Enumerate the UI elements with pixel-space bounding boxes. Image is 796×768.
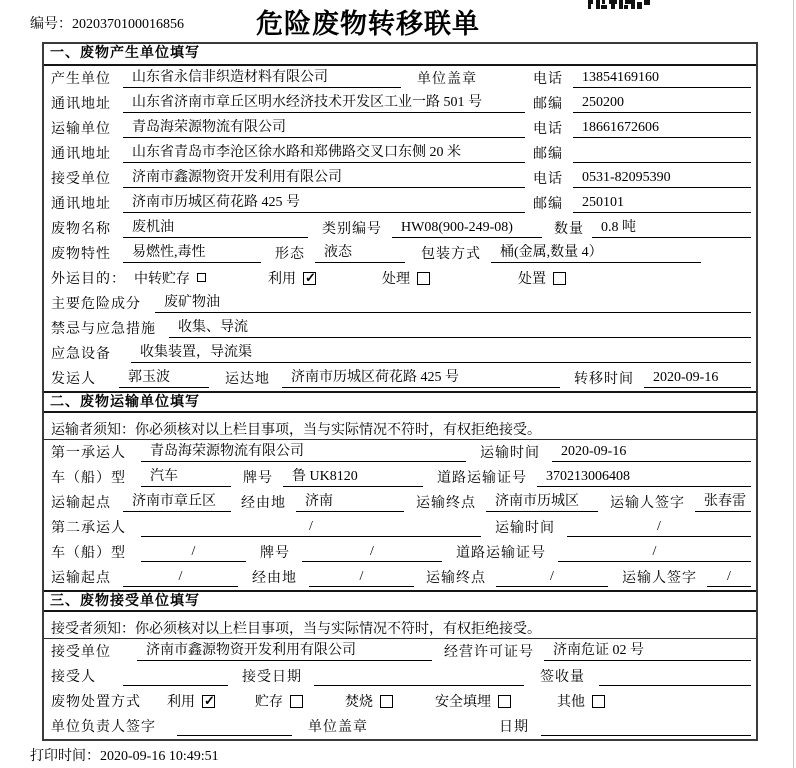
qr-code-fragment [588,0,650,9]
producer-address-value: 山东省济南市章丘区明水经济技术开发区工业一路 501 号 [123,94,525,113]
vehicle-type-label: 车（船）型 [51,471,126,486]
form-value: 液态 [315,244,405,263]
producer-value: 山东省永信非织造材料有限公司 [123,69,401,88]
second-carrier-label: 第二承运人 [51,521,126,536]
disposal-option-store: 贮存 [255,691,303,711]
transporter-value: 青岛海荣源物流有限公司 [123,119,525,138]
vehicle-row-1 [44,465,756,490]
receiver-zip-value: 250101 [573,194,751,213]
purpose-option-treat: 处理 [382,268,430,288]
quantity-label: 数量 [554,222,584,237]
plate-label: 牌号 [260,546,290,561]
vehicle-type-label: 车（船）型 [51,546,126,561]
purpose-row [44,266,756,291]
second-carrier-time-value: / [567,518,751,537]
checkbox-unchecked-icon [592,695,605,708]
via-label: 经由地 [241,496,286,511]
transporter-address-row [44,141,756,166]
head-sign-label: 单位负责人签字 [51,720,156,735]
destination-value: 济南市历城区荷花路 425 号 [282,369,560,388]
transfer-time-value: 2020-09-16 [644,369,751,388]
checkbox-checked-icon [202,695,215,708]
transporter-row [44,116,756,141]
zip-label: 邮编 [533,197,563,212]
page-edge-line [793,0,794,768]
receiver-address-value: 济南市历城区荷花路 425 号 [123,194,525,213]
zip-label: 邮编 [533,147,563,162]
origin-label: 运输起点 [51,571,111,586]
zip-label: 邮编 [533,97,563,112]
address-label: 通讯地址 [51,147,111,162]
origin-label: 运输起点 [51,496,111,511]
disposal-option-utilize: 利用 ✓ [167,691,215,711]
transporter-notice: 运输者须知：你必须核对以上栏目事项，当与实际情况不符时，有权拒绝接受。 [51,423,541,438]
transporter-address-value: 山东省青岛市李沧区徐水路和郑佛路交叉口东侧 20 米 [123,144,525,163]
hazard-value: 废矿物油 [155,294,751,313]
taboo-measures-row [44,316,756,341]
plate-label: 牌号 [243,471,273,486]
checkbox-unchecked-icon [197,273,206,282]
producer-zip-value: 250200 [573,94,751,113]
producer-label: 产生单位 [51,72,111,87]
route-row-2 [44,565,756,590]
print-time-label: 打印时间： [30,749,100,764]
address-label: 通讯地址 [51,97,111,112]
equipment-label: 应急设备 [51,347,111,362]
first-carrier-time-value: 2020-09-16 [552,443,751,462]
first-carrier-label: 第一承运人 [51,446,126,461]
end-value-2: / [496,568,608,587]
receipt-qty-label: 签收量 [540,670,585,685]
properties-label: 废物特性 [51,247,111,262]
end-label: 运输终点 [416,496,476,511]
route-row-1 [44,490,756,515]
destination-label: 运达地 [225,372,270,387]
transport-time-label: 运输时间 [480,446,540,461]
taboo-value: 收集、导流 [169,319,751,338]
receiver-value: 济南市鑫源物资开发利用有限公司 [123,169,525,188]
serial-label: 编号： [30,17,72,32]
section-1-header: 一、废物产生单位填写 [44,44,756,66]
disposal-option-landfill: 安全填埋 [435,691,511,711]
vehicle-type-value: 汽车 [141,468,231,487]
carrier-sign-value: 张春雷 [695,493,751,512]
packing-label: 包装方式 [421,247,481,262]
second-carrier-row [44,515,756,540]
document-header [0,0,796,42]
accept-date-label: 接受日期 [242,670,302,685]
phone-label: 电话 [533,122,563,137]
properties-value: 易燃性,毒性 [123,244,261,263]
emergency-equipment-row [44,341,756,366]
end-label: 运输终点 [426,571,486,586]
acceptor-value [123,667,228,686]
carrier-sign-label: 运输人签字 [622,571,697,586]
transfer-manifest-form [42,42,758,741]
form-label: 形态 [275,247,305,262]
via-value: 济南 [296,493,404,512]
hazard-component-row [44,291,756,316]
serial-value: 2020370100016856 [72,17,184,32]
waste-name-value: 废机油 [123,219,308,238]
accept-unit-label: 接受单位 [51,645,111,660]
accept-unit-value: 济南市鑫源物资开发利用有限公司 [137,642,432,661]
consignor-row [44,366,756,391]
carrier-sign-value-2: / [707,568,751,587]
origin-value: 济南市章丘区 [123,493,231,512]
taboo-label: 禁忌与应急措施 [51,322,156,337]
phone-label: 电话 [533,172,563,187]
plate-value: 鲁 UK8120 [283,468,423,487]
via-value-2: / [309,568,414,587]
transport-time-label: 运输时间 [495,521,555,536]
unit-seal-label: 单位盖章 [417,72,477,87]
transporter-zip-value [573,144,751,163]
receiver-label: 接受单位 [51,172,111,187]
permit-value: 济南危证 02 号 [544,642,751,661]
waste-properties-row [44,241,756,266]
section-2-header: 二、废物运输单位填写 [44,391,756,413]
transporter-notice-row [44,413,756,440]
acceptor-label: 接受人 [51,670,96,685]
category-value: HW08(900-249-08) [392,219,542,238]
plate-value-2: / [302,543,442,562]
print-time-value: 2020-09-16 10:49:51 [100,749,219,764]
address-label: 通讯地址 [51,197,111,212]
second-carrier-value: / [141,518,481,537]
permit-label: 经营许可证号 [444,645,534,660]
checkbox-checked-icon [303,272,316,285]
road-permit-value-2: / [558,543,751,562]
phone-label: 电话 [533,72,563,87]
purpose-label: 外运目的： [51,272,126,287]
checkbox-unchecked-icon [498,695,511,708]
transfer-time-label: 转移时间 [574,372,634,387]
disposal-method-row [44,689,756,714]
end-value: 济南市历城区 [486,493,598,512]
receiver-address-row [44,191,756,216]
date-label: 日期 [499,720,529,735]
road-permit-value: 370213006408 [537,468,751,487]
page-title: 危险废物转移联单 [256,9,480,39]
transporter-label: 运输单位 [51,122,111,137]
producer-phone-value: 13854169160 [573,69,751,88]
via-label: 经由地 [252,571,297,586]
road-permit-label: 道路运输证号 [437,471,527,486]
head-sign-value [177,717,292,736]
receiver-phone-value: 0531-82095390 [573,169,751,188]
disposal-label: 废物处置方式 [51,695,141,710]
checkbox-unchecked-icon [417,272,430,285]
acceptor-row [44,664,756,689]
consignor-label: 发运人 [51,372,96,387]
receipt-qty-value [599,667,751,686]
purpose-option-utilize: 利用 ✓ [268,268,316,288]
transporter-phone-value: 18661672606 [573,119,751,138]
print-time [30,745,796,765]
producer-address-row [44,91,756,116]
head-signature-row [44,714,756,739]
purpose-option-transfer-storage: 中转贮存 [134,268,206,288]
hazard-label: 主要危险成分 [51,297,141,312]
equipment-value: 收集装置，导流渠 [131,344,751,363]
disposal-option-other: 其他 [557,691,605,711]
purpose-option-dispose: 处置 [518,268,566,288]
origin-value-2: / [123,568,238,587]
checkbox-unchecked-icon [290,695,303,708]
receiver-row [44,166,756,191]
waste-name-row [44,216,756,241]
unit-seal-label: 单位盖章 [308,720,368,735]
receiver-notice: 接受者须知：你必须核对以上栏目事项，当与实际情况不符时，有权拒绝接受。 [51,622,541,637]
checkbox-unchecked-icon [380,695,393,708]
accept-date-value [314,667,524,686]
quantity-value: 0.8 吨 [592,219,751,238]
producer-row [44,66,756,91]
vehicle-row-2 [44,540,756,565]
receiver-notice-row [44,612,756,639]
vehicle-type-value-2: / [141,543,246,562]
section-3-header: 三、废物接受单位填写 [44,590,756,612]
accept-unit-row [44,639,756,664]
first-carrier-value: 青岛海荣源物流有限公司 [141,443,466,462]
carrier-sign-label: 运输人签字 [610,496,685,511]
waste-name-label: 废物名称 [51,222,111,237]
packing-value: 桶(金属,数量 4） [491,244,701,263]
checkbox-unchecked-icon [553,272,566,285]
category-label: 类别编号 [322,222,382,237]
date-value [541,717,751,736]
consignor-value: 郭玉波 [119,369,209,388]
road-permit-label: 道路运输证号 [456,546,546,561]
first-carrier-row [44,440,756,465]
disposal-option-incinerate: 焚烧 [345,691,393,711]
